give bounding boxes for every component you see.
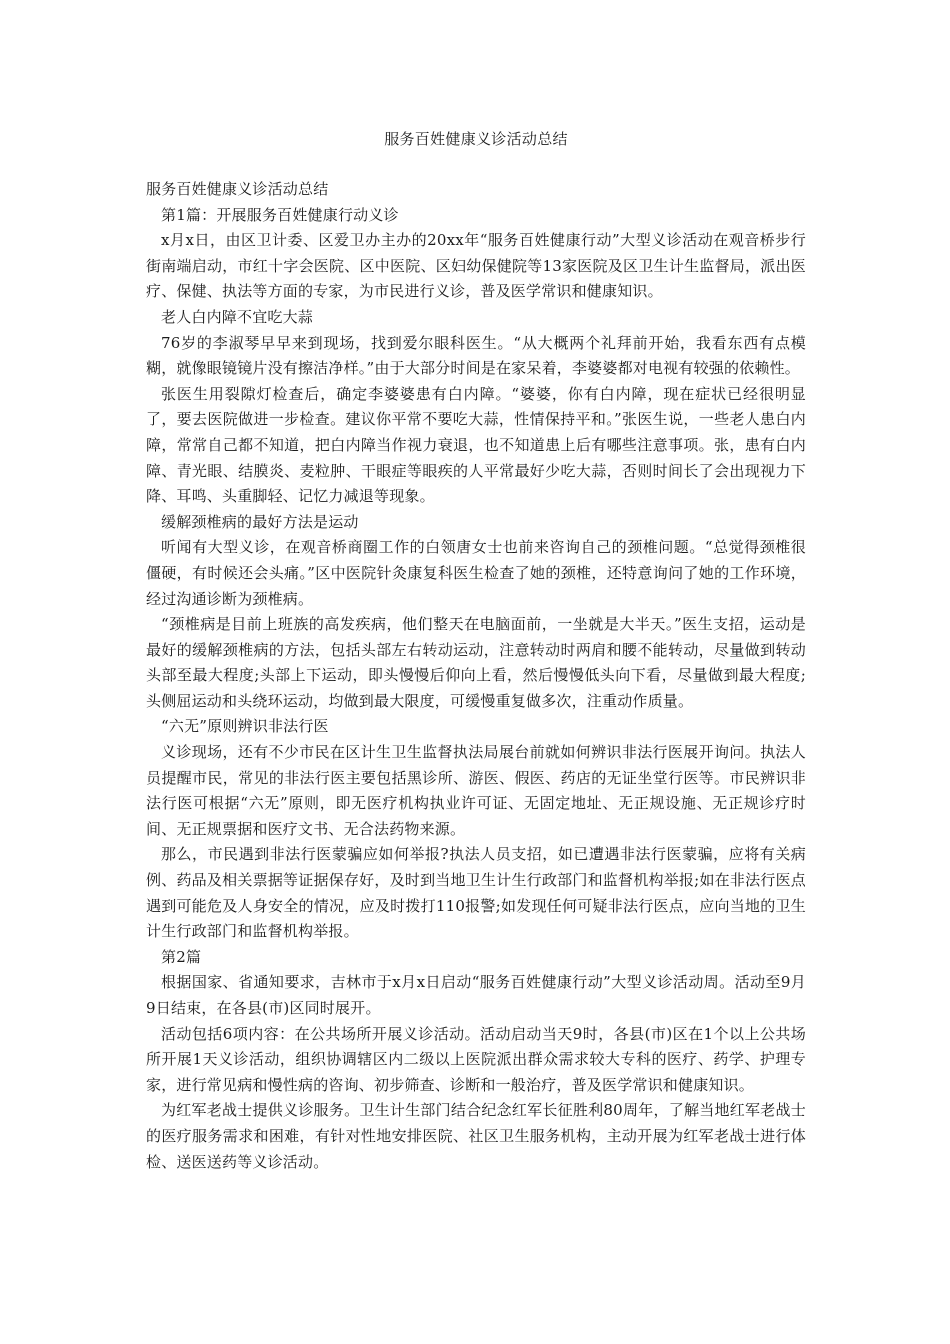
paragraph: 活动包括6项内容：在公共场所开展义诊活动。活动启动当天9时，各县(市)区在1个以上公共场所开展1天义诊活动，组织协调辖区内二级以上医院派出群众需求较大专科的医疗、药学、护理专家，进行常见病和慢性病的咨询、初步筛查、诊断和一般治疗，普及医学常识和健康知识。 (146, 1024, 806, 1094)
paragraph: 老人白内障不宜吃大蒜 (161, 307, 314, 326)
paragraph: 听闻有大型义诊，在观音桥商圈工作的白领唐女士也前来咨询自己的颈椎问题。“总觉得颈椎很僵硬，有时候还会头痛。”区中医院针灸康复科医生检查了她的颈椎，还特意询问了她的工作环境，经过沟通诊断为颈椎病。 (146, 538, 806, 608)
paragraph: 为红军老战士提供义诊服务。卫生计生部门结合纪念红军长征胜利80周年，了解当地红军老战士的医疗服务需求和困难，有针对性地安排医院、社区卫生服务机构，主动开展为红军老战士进行体检、送医送药等义诊活动。 (146, 1101, 806, 1171)
document-body (146, 177, 806, 1175)
paragraph: 76岁的李淑琴早早来到现场，找到爱尔眼科医生。“从大概两个礼拜前开始，我看东西有点模糊，就像眼镜镜片没有擦洁净样。”由于大部分时间是在家呆着，李婆婆都对电视有较强的依赖性。 (146, 333, 806, 378)
paragraph: “颈椎病是目前上班族的高发疾病，他们整天在电脑面前，一坐就是大半天。”医生支招，运动是最好的缓解颈椎病的方法，包括头部左右转动运动，注意转动时两肩和腰不能转动，尽量做到转动头部至最大程度;头部上下运动，即头慢慢后仰向上看，然后慢慢低头向下看，尽量做到最大程度;头侧屈运动和头绕环运动，均做到最大限度，可缓慢重复做多次，注重动作质量。 (146, 615, 806, 710)
paragraph: 缓解颈椎病的最好方法是运动 (161, 512, 359, 531)
paragraph: 那么，市民遇到非法行医蒙骗应如何举报?执法人员支招，如已遭遇非法行医蒙骗，应将有关病例、药品及相关票据等证据保存好，及时到当地卫生计生行政部门和监督机构举报;如在非法行医点遇到可能危及人身安全的情况，应及时拨打110报警;如发现任何可疑非法行医点，应向当地的卫生计生行政部门和监督机构举报。 (146, 845, 806, 941)
paragraph: 第2篇 (161, 947, 202, 966)
paragraph: “六无”原则辨识非法行医 (161, 717, 329, 736)
paragraph: x月x日，由区卫计委、区爱卫办主办的20xx年“服务百姓健康行动”大型义诊活动在观音桥步行街南端启动，市红十字会医院、区中医院、区妇幼保健院等13家医院及区卫生计生监督局，派出医疗、保健、执法等方面的专家，为市民进行义诊，普及医学常识和健康知识。 (146, 231, 806, 301)
paragraph: 义诊现场，还有不少市民在区计生卫生监督执法局展台前就如何辨识非法行医展开询问。执法人员提醒市民，常见的非法行医主要包括黑诊所、游医、假医、药店的无证坐堂行医等。市民辨识非法行医可根据“六无”原则，即无医疗机构执业许可证、无固定地址、无正规设施、无正规诊疗时间、无正规票据和医疗文书、无合法药物来源。 (146, 743, 806, 838)
paragraph: 服务百姓健康义诊活动总结 (146, 180, 329, 198)
paragraph: 根据国家、省通知要求，吉林市于x月x日启动“服务百姓健康行动”大型义诊活动周。活动至9月9日结束，在各县(市)区同时展开。 (146, 973, 806, 1017)
paragraph: 第1篇：开展服务百姓健康行动义诊 (161, 205, 399, 224)
document-title: 服务百姓健康义诊活动总结 (384, 130, 568, 148)
paragraph: 张医生用裂隙灯检查后，确定李婆婆患有白内障。“婆婆，你有白内障，现在症状已经很明显了，要去医院做进一步检查。建议你平常不要吃大蒜，性情保持平和。”张医生说，一些老人患白内障，常常自己都不知道，把白内障当作视力衰退，也不知道患上后有哪些注意事项。张，患有白内障、青光眼、结膜炎、麦粒肿、干眼症等眼疾的人平常最好少吃大蒜，否则时间长了会出现视力下降、耳鸣、头重脚轻、记忆力减退等现象。 (146, 384, 806, 506)
